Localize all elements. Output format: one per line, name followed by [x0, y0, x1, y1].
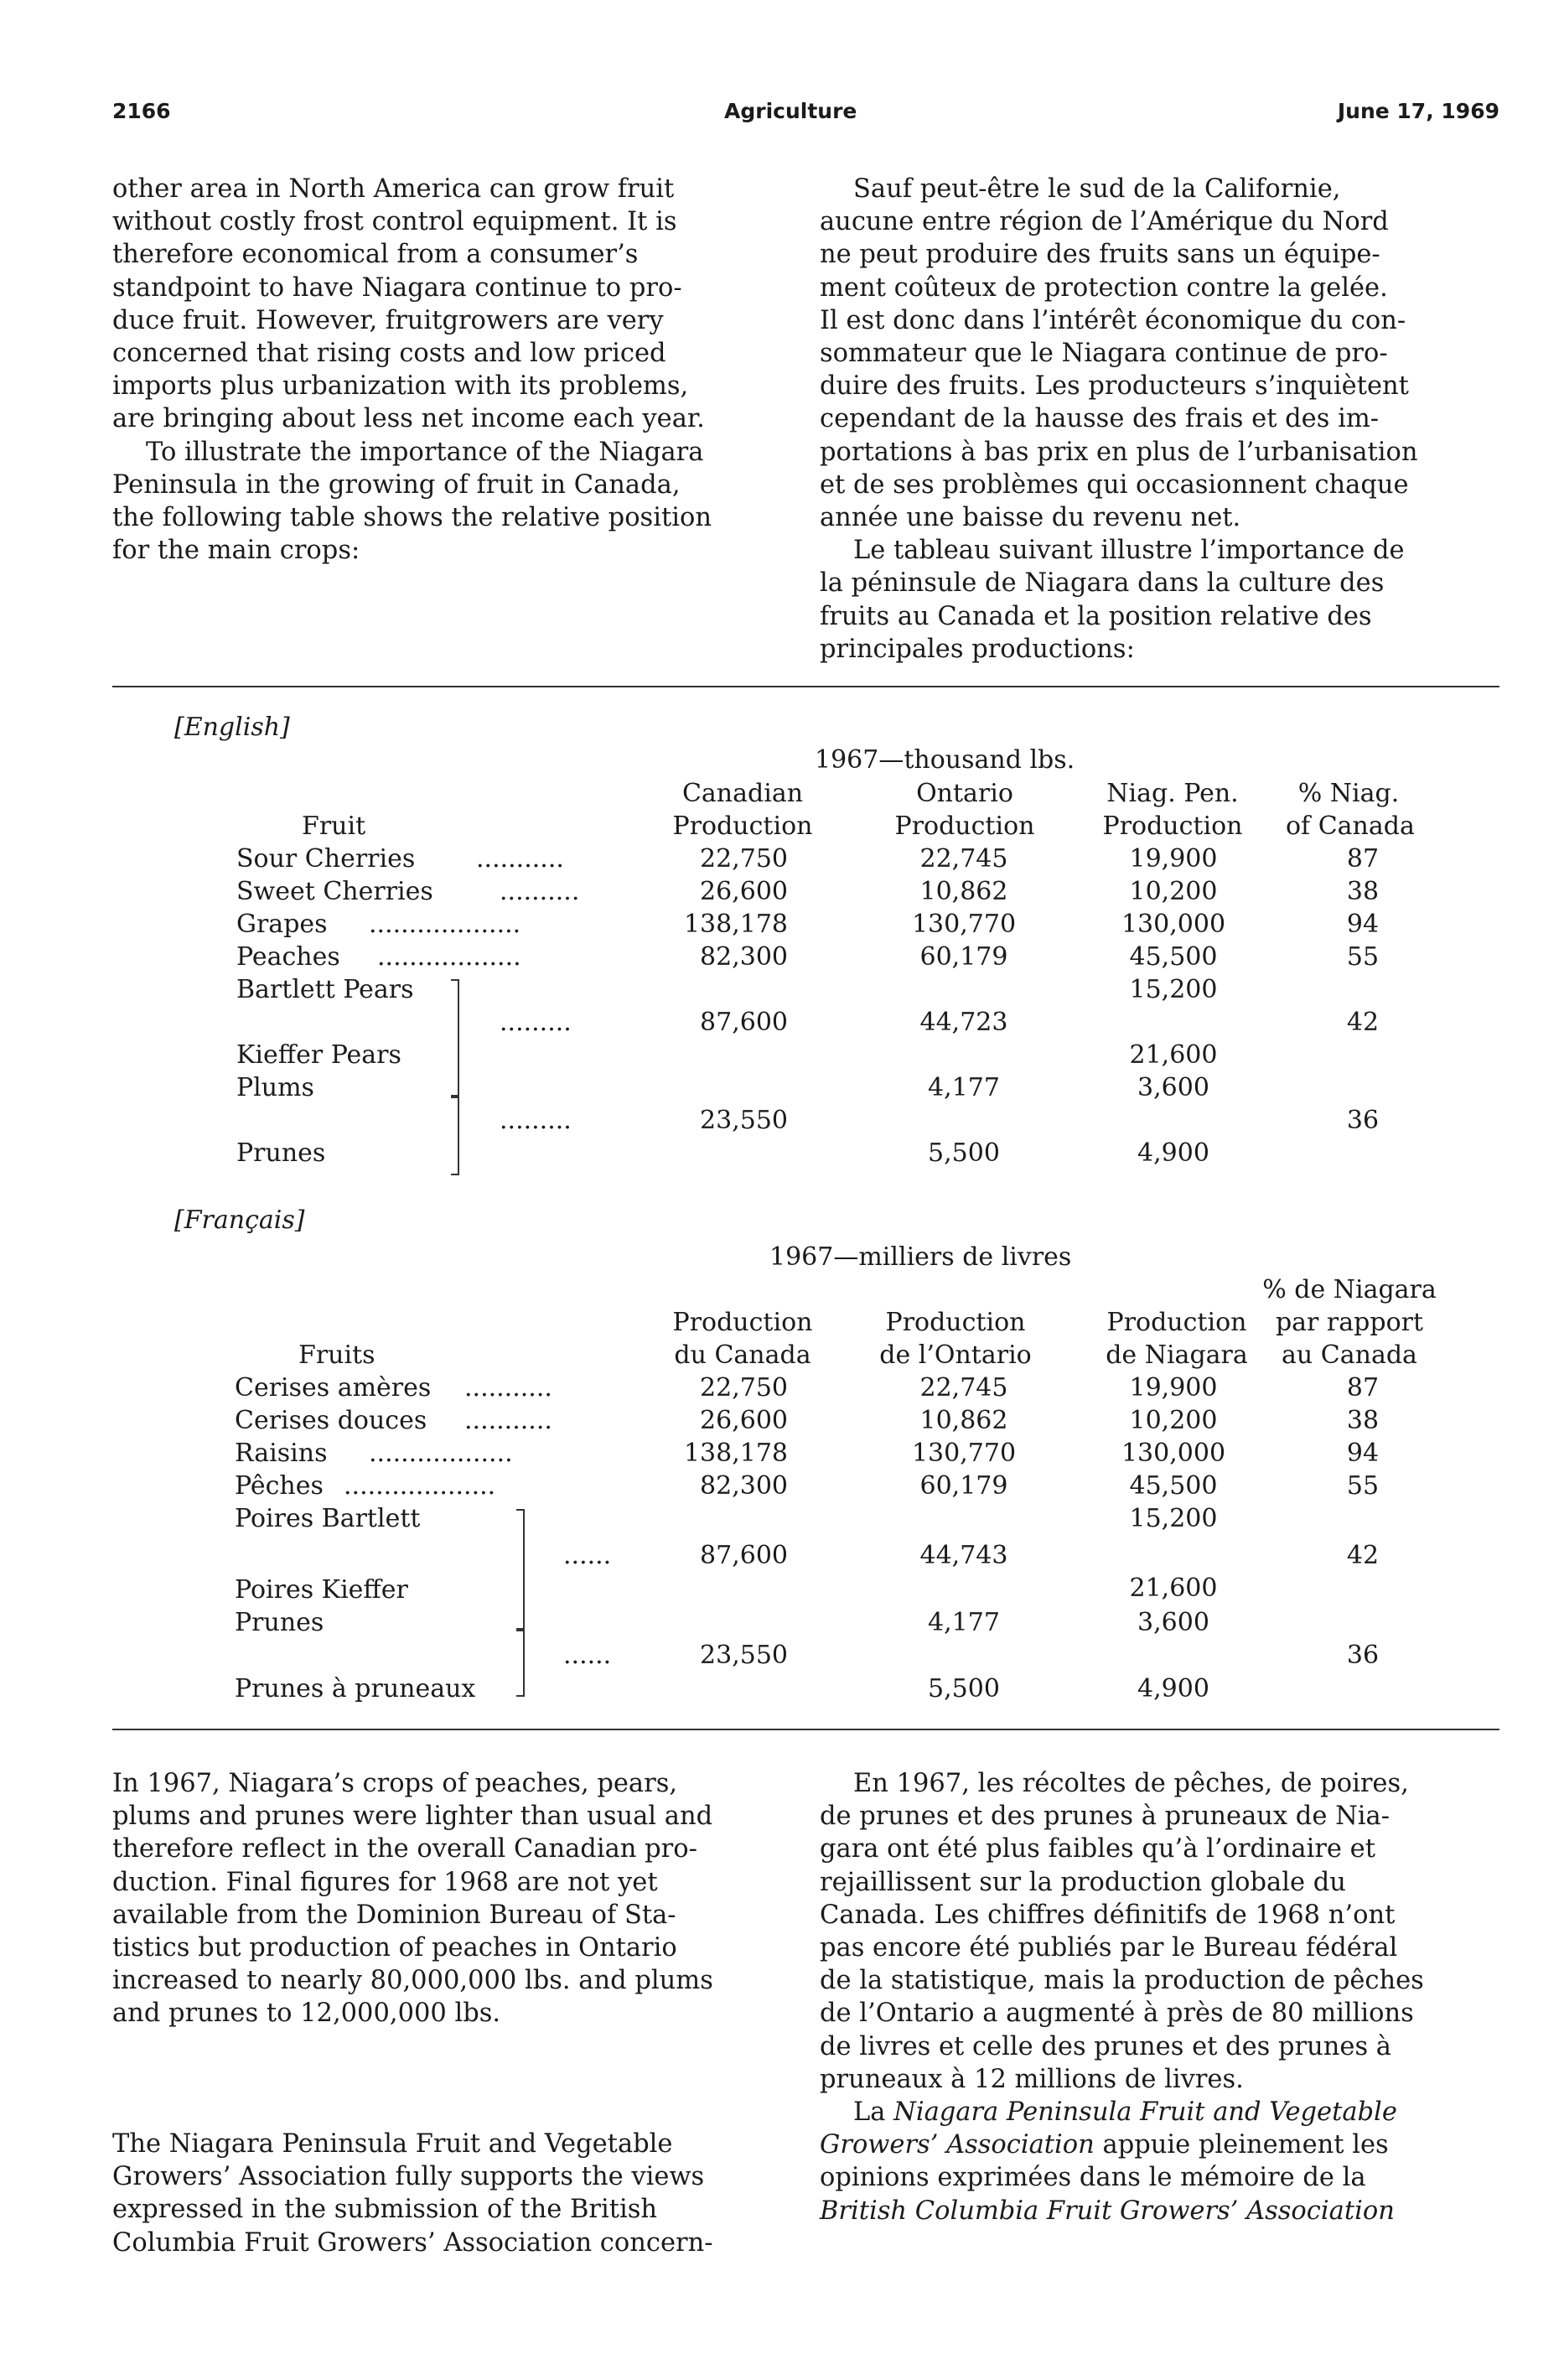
table-row-ontario: 5,500 [928, 1674, 1000, 1703]
table-row-canadian: 23,550 [700, 1641, 788, 1670]
col-header-canada-2: du Canada [674, 1340, 811, 1370]
page-date: June 17, 1969 [1337, 99, 1499, 123]
paragraph-line: for the main crops: [112, 536, 360, 566]
table-row-leader: .................. [369, 1439, 513, 1468]
table-row-fruit: Cerises amères [235, 1373, 432, 1403]
top-left-column [112, 173, 791, 567]
paragraph-line: plums and prunes were lighter than usual and [112, 1802, 713, 1832]
table-row-pct: 94 [1346, 910, 1380, 939]
table-row-pct: 87 [1346, 1373, 1380, 1403]
table-row-fruit: Kieffer Pears [236, 1040, 401, 1070]
col-header-pct-2: par rapport [1275, 1308, 1424, 1337]
paragraph-line: ment coûteux de protection contre la gelée. [820, 272, 1388, 303]
table-period: 1967—thousand lbs. [815, 745, 1075, 775]
table-row-ontario: 22,745 [919, 844, 1008, 874]
paragraph-line: increased to nearly 80,000,000 lbs. and plums [112, 1966, 713, 1996]
col-header-canada: Production [672, 1308, 813, 1337]
paragraph-line: Columbia Fruit Growers’ Association concern- [112, 2227, 713, 2258]
table-row-niagara: 10,200 [1129, 1406, 1218, 1435]
paragraph-line: the following table shows the relative position [112, 503, 712, 533]
table-row-pct: 55 [1346, 942, 1380, 972]
table-row-canadian: 138,178 [683, 910, 788, 939]
paragraph-line: rejaillissent sur la production globale du [820, 1867, 1346, 1897]
paragraph-line: de la statistique, mais la production de pêches [820, 1966, 1424, 1996]
paragraph-line: Growers’ Association fully supports the views [112, 2162, 705, 2192]
grouping-brace [451, 979, 459, 1098]
table-row-niagara: 19,900 [1129, 844, 1218, 874]
table-row-ontario: 130,770 [911, 1439, 1017, 1468]
paragraph-line: other area in North America can grow fruit [112, 174, 675, 204]
table-row-canadian: 23,550 [700, 1106, 788, 1135]
paragraph-line: To illustrate the importance of the Niagara [146, 437, 704, 467]
table-row-canadian: 26,600 [700, 1406, 788, 1435]
table-row-canadian: 87,600 [700, 1541, 788, 1570]
table-row-fruit: Raisins [235, 1439, 328, 1468]
paragraph-line: without costly frost control equipment. It is [112, 207, 677, 237]
paragraph-line: aucune entre région de l’Amérique du Nord [820, 207, 1389, 237]
paragraph-line: sommateur que le Niagara continue de pro- [820, 339, 1388, 369]
paragraph-line: and prunes to 12,000,000 lbs. [112, 1999, 501, 2029]
paragraph-line: ne peut produire des fruits sans un équipe- [820, 240, 1380, 270]
divider-rule [112, 686, 1499, 687]
page-number: 2166 [112, 99, 171, 123]
table-row-ontario: 5,500 [928, 1138, 1000, 1168]
paragraph-line: opinions exprimées dans le mémoire de la [820, 2163, 1366, 2193]
table-row-niagara: 4,900 [1137, 1674, 1209, 1703]
col-header-canadian-2: Production [672, 811, 813, 841]
table-row-fruit: Bartlett Pears [236, 975, 414, 1004]
paragraph-line: duce fruit. However, fruitgrowers are very [112, 305, 664, 335]
col-header-pct: % de Niagara [1262, 1275, 1437, 1304]
col-header-pct: % Niag. [1297, 779, 1400, 808]
table-row-pct: 38 [1346, 1406, 1380, 1435]
table-row-ontario: 44,723 [919, 1008, 1008, 1037]
col-header-ontario: Ontario [916, 779, 1013, 808]
paragraph-line: duire des fruits. Les producteurs s’inquiètent [820, 371, 1409, 402]
paragraph-line [820, 2195, 1499, 2227]
table-row-canadian: 82,300 [700, 942, 788, 972]
paragraph-line: Canada. Les chiffres définitifs de 1968 n’ont [820, 1900, 1396, 1930]
paragraph-line: are bringing about less net income each year. [112, 404, 705, 434]
bottom-left-column-p2 [112, 2128, 791, 2259]
paragraph-line: concerned that rising costs and low priced [112, 339, 666, 369]
table-row-niagara: 19,900 [1129, 1373, 1218, 1403]
table-row-leader: ........... [476, 844, 564, 874]
org-name-italic: Niagara Peninsula Fruit and Vegetable [893, 2097, 1397, 2128]
table-row-niagara: 10,200 [1129, 877, 1218, 906]
table-period: 1967—milliers de livres [769, 1242, 1072, 1272]
table-lang-tag: [Français] [174, 1206, 305, 1235]
table-row-leader: ...... [563, 1641, 612, 1670]
paragraph-line: la péninsule de Niagara dans la culture des [820, 568, 1385, 599]
col-header-niagara: Production [1106, 1308, 1247, 1337]
col-header-ontario-2: de l’Ontario [879, 1340, 1032, 1370]
table-row-leader: .................. [377, 942, 521, 972]
paragraph-line [820, 2096, 1499, 2129]
table-row-canadian: 82,300 [700, 1471, 788, 1501]
col-header-pct-3: au Canada [1282, 1340, 1417, 1370]
paragraph-line: pruneaux à 12 millions de livres. [820, 2064, 1244, 2094]
top-right-column [820, 173, 1499, 666]
table-row-fruit: Cerises douces [235, 1406, 427, 1435]
table-row-pct: 42 [1346, 1008, 1380, 1037]
table-row-niagara: 130,000 [1121, 1439, 1226, 1468]
table-row-ontario: 10,862 [919, 1406, 1008, 1435]
paragraph-line: cependant de la hausse des frais et des im- [820, 404, 1380, 434]
table-row-ontario: 10,862 [919, 877, 1008, 906]
org-name-italic: Growers’ Association [820, 2130, 1095, 2160]
col-header-canadian: Canadian [681, 779, 804, 808]
paragraph-line: available from the Dominion Bureau of Sta- [112, 1900, 676, 1930]
table-row-leader: ........... [464, 1406, 552, 1435]
paragraph-line: Peninsula in the growing of fruit in Canada, [112, 469, 681, 500]
paragraph-line: Sauf peut-être le sud de la Californie, [853, 174, 1341, 204]
table-row-fruit: Pêches [235, 1471, 324, 1501]
paragraph-line: imports plus urbanization with its problems, [112, 371, 689, 402]
table-row-fruit: Grapes [236, 910, 328, 939]
table-row-fruit: Peaches [236, 942, 340, 972]
table-row-fruit: Sour Cherries [236, 844, 416, 874]
page-header [112, 99, 1499, 132]
paragraph-line: In 1967, Niagara’s crops of peaches, pears, [112, 1769, 678, 1798]
table-row-pct: 36 [1346, 1106, 1380, 1135]
col-header-niagara-2: Production [1102, 811, 1243, 841]
table-row-ontario: 4,177 [928, 1073, 1000, 1102]
table-row-leader: ......... [500, 1106, 572, 1135]
table-row-pct: 42 [1346, 1541, 1380, 1570]
table-lang-tag: [English] [174, 713, 290, 742]
paragraph-line: therefore reflect in the overall Canadian pro- [112, 1834, 697, 1864]
paragraph-line: therefore economical from a consumer’s [112, 240, 639, 270]
table-row-ontario: 130,770 [911, 910, 1017, 939]
table-row-fruit: Poires Kieffer [235, 1575, 408, 1605]
table-row-fruit: Prunes [236, 1138, 326, 1168]
table-row-niagara: 3,600 [1137, 1608, 1209, 1637]
table-row-fruit: Plums [236, 1073, 314, 1102]
bottom-right-column [820, 1767, 1499, 2227]
table-row-leader: ...... [563, 1541, 612, 1570]
table-row-canadian: 22,750 [700, 844, 788, 874]
table-row-niagara: 21,600 [1129, 1040, 1218, 1070]
table-row-leader: ................... [344, 1471, 496, 1501]
table-row-niagara: 45,500 [1129, 942, 1218, 972]
table-row-niagara: 4,900 [1137, 1138, 1209, 1168]
grouping-brace [451, 1095, 459, 1175]
col-header-fruit: Fruit [302, 811, 366, 841]
col-header-fruits: Fruits [298, 1340, 375, 1370]
paragraph-line: année une baisse du revenu net. [820, 503, 1241, 533]
table-row-niagara: 21,600 [1129, 1574, 1218, 1603]
table-row-canadian: 26,600 [700, 877, 788, 906]
table-row-fruit: Poires Bartlett [235, 1504, 421, 1533]
table-row-canadian: 22,750 [700, 1373, 788, 1403]
table-row-canadian: 138,178 [683, 1439, 788, 1468]
table-row-ontario: 22,745 [919, 1373, 1008, 1403]
paragraph-line: En 1967, les récoltes de pêches, de poires, [853, 1769, 1409, 1798]
table-row-ontario: 60,179 [919, 1471, 1008, 1501]
paragraph-line: fruits au Canada et la position relative des [820, 601, 1372, 631]
divider-rule [112, 1729, 1499, 1730]
table-row-niagara: 3,600 [1137, 1073, 1209, 1102]
table-row-leader: .......... [500, 877, 580, 906]
table-row-fruit: Prunes à pruneaux [235, 1674, 476, 1703]
table-row-niagara: 15,200 [1129, 975, 1218, 1004]
col-header-ontario: Production [885, 1308, 1026, 1337]
table-row-pct: 36 [1346, 1641, 1380, 1670]
paragraph-line: de livres et celle des prunes et des prunes à [820, 2031, 1391, 2061]
table-row-ontario: 4,177 [928, 1608, 1000, 1637]
paragraph-line: Il est donc dans l’intérêt économique du con- [820, 305, 1406, 335]
paragraph-line: tistics but production of peaches in Ontario [112, 1933, 677, 1963]
paragraph-line [820, 2129, 1499, 2161]
org-name-italic: British Columbia Fruit Growers’ Association [820, 2196, 1395, 2226]
table-row-leader: ................... [369, 910, 521, 939]
col-header-pct-2: of Canada [1286, 811, 1415, 841]
paragraph-line: pas encore été publiés par le Bureau fédéral [820, 1933, 1398, 1963]
paragraph-line: de prunes et des prunes à pruneaux de Nia- [820, 1802, 1391, 1832]
table-row-fruit: Sweet Cherries [236, 877, 433, 906]
table-row-leader: ......... [500, 1008, 572, 1037]
table-row-ontario: 44,743 [919, 1541, 1008, 1570]
paragraph-line: de l’Ontario a augmenté à près de 80 millions [820, 1999, 1414, 2029]
col-header-ontario-2: Production [894, 811, 1035, 841]
table-row-canadian: 87,600 [700, 1008, 788, 1037]
paragraph-line: standpoint to have Niagara continue to pro- [112, 272, 682, 303]
col-header-niagara: Niag. Pen. [1106, 779, 1239, 808]
table-row-pct: 94 [1346, 1439, 1380, 1468]
grouping-brace [516, 1509, 525, 1631]
table-row-leader: ........... [464, 1373, 552, 1403]
table-row-ontario: 60,179 [919, 942, 1008, 972]
table-row-niagara: 45,500 [1129, 1471, 1218, 1501]
paragraph-line: gara ont été plus faibles qu’à l’ordinaire et [820, 1834, 1375, 1864]
col-header-niagara-2: de Niagara [1106, 1340, 1248, 1370]
table-row-niagara: 15,200 [1129, 1504, 1218, 1533]
paragraph-line: Le tableau suivant illustre l’importance de [853, 536, 1405, 566]
bottom-left-column [112, 1767, 791, 2030]
paragraph-line: et de ses problèmes qui occasionnent chaque [820, 469, 1409, 500]
table-row-niagara: 130,000 [1121, 910, 1226, 939]
table-row-fruit: Prunes [235, 1608, 324, 1637]
section-title: Agriculture [724, 99, 857, 123]
grouping-brace [516, 1628, 525, 1697]
paragraph-line: principales productions: [820, 634, 1135, 664]
table-row-pct: 87 [1346, 844, 1380, 874]
table-row-pct: 38 [1346, 877, 1380, 906]
table-row-pct: 55 [1346, 1471, 1380, 1501]
paragraph-line: The Niagara Peninsula Fruit and Vegetable [112, 2129, 673, 2159]
paragraph-line: portations à bas prix en plus de l’urbanisation [820, 437, 1418, 467]
text-span: La [853, 2097, 894, 2128]
paragraph-line: expressed in the submission of the British [112, 2195, 658, 2225]
paragraph-line: duction. Final figures for 1968 are not yet [112, 1867, 658, 1897]
text-span: appuie pleinement les [1094, 2130, 1389, 2160]
